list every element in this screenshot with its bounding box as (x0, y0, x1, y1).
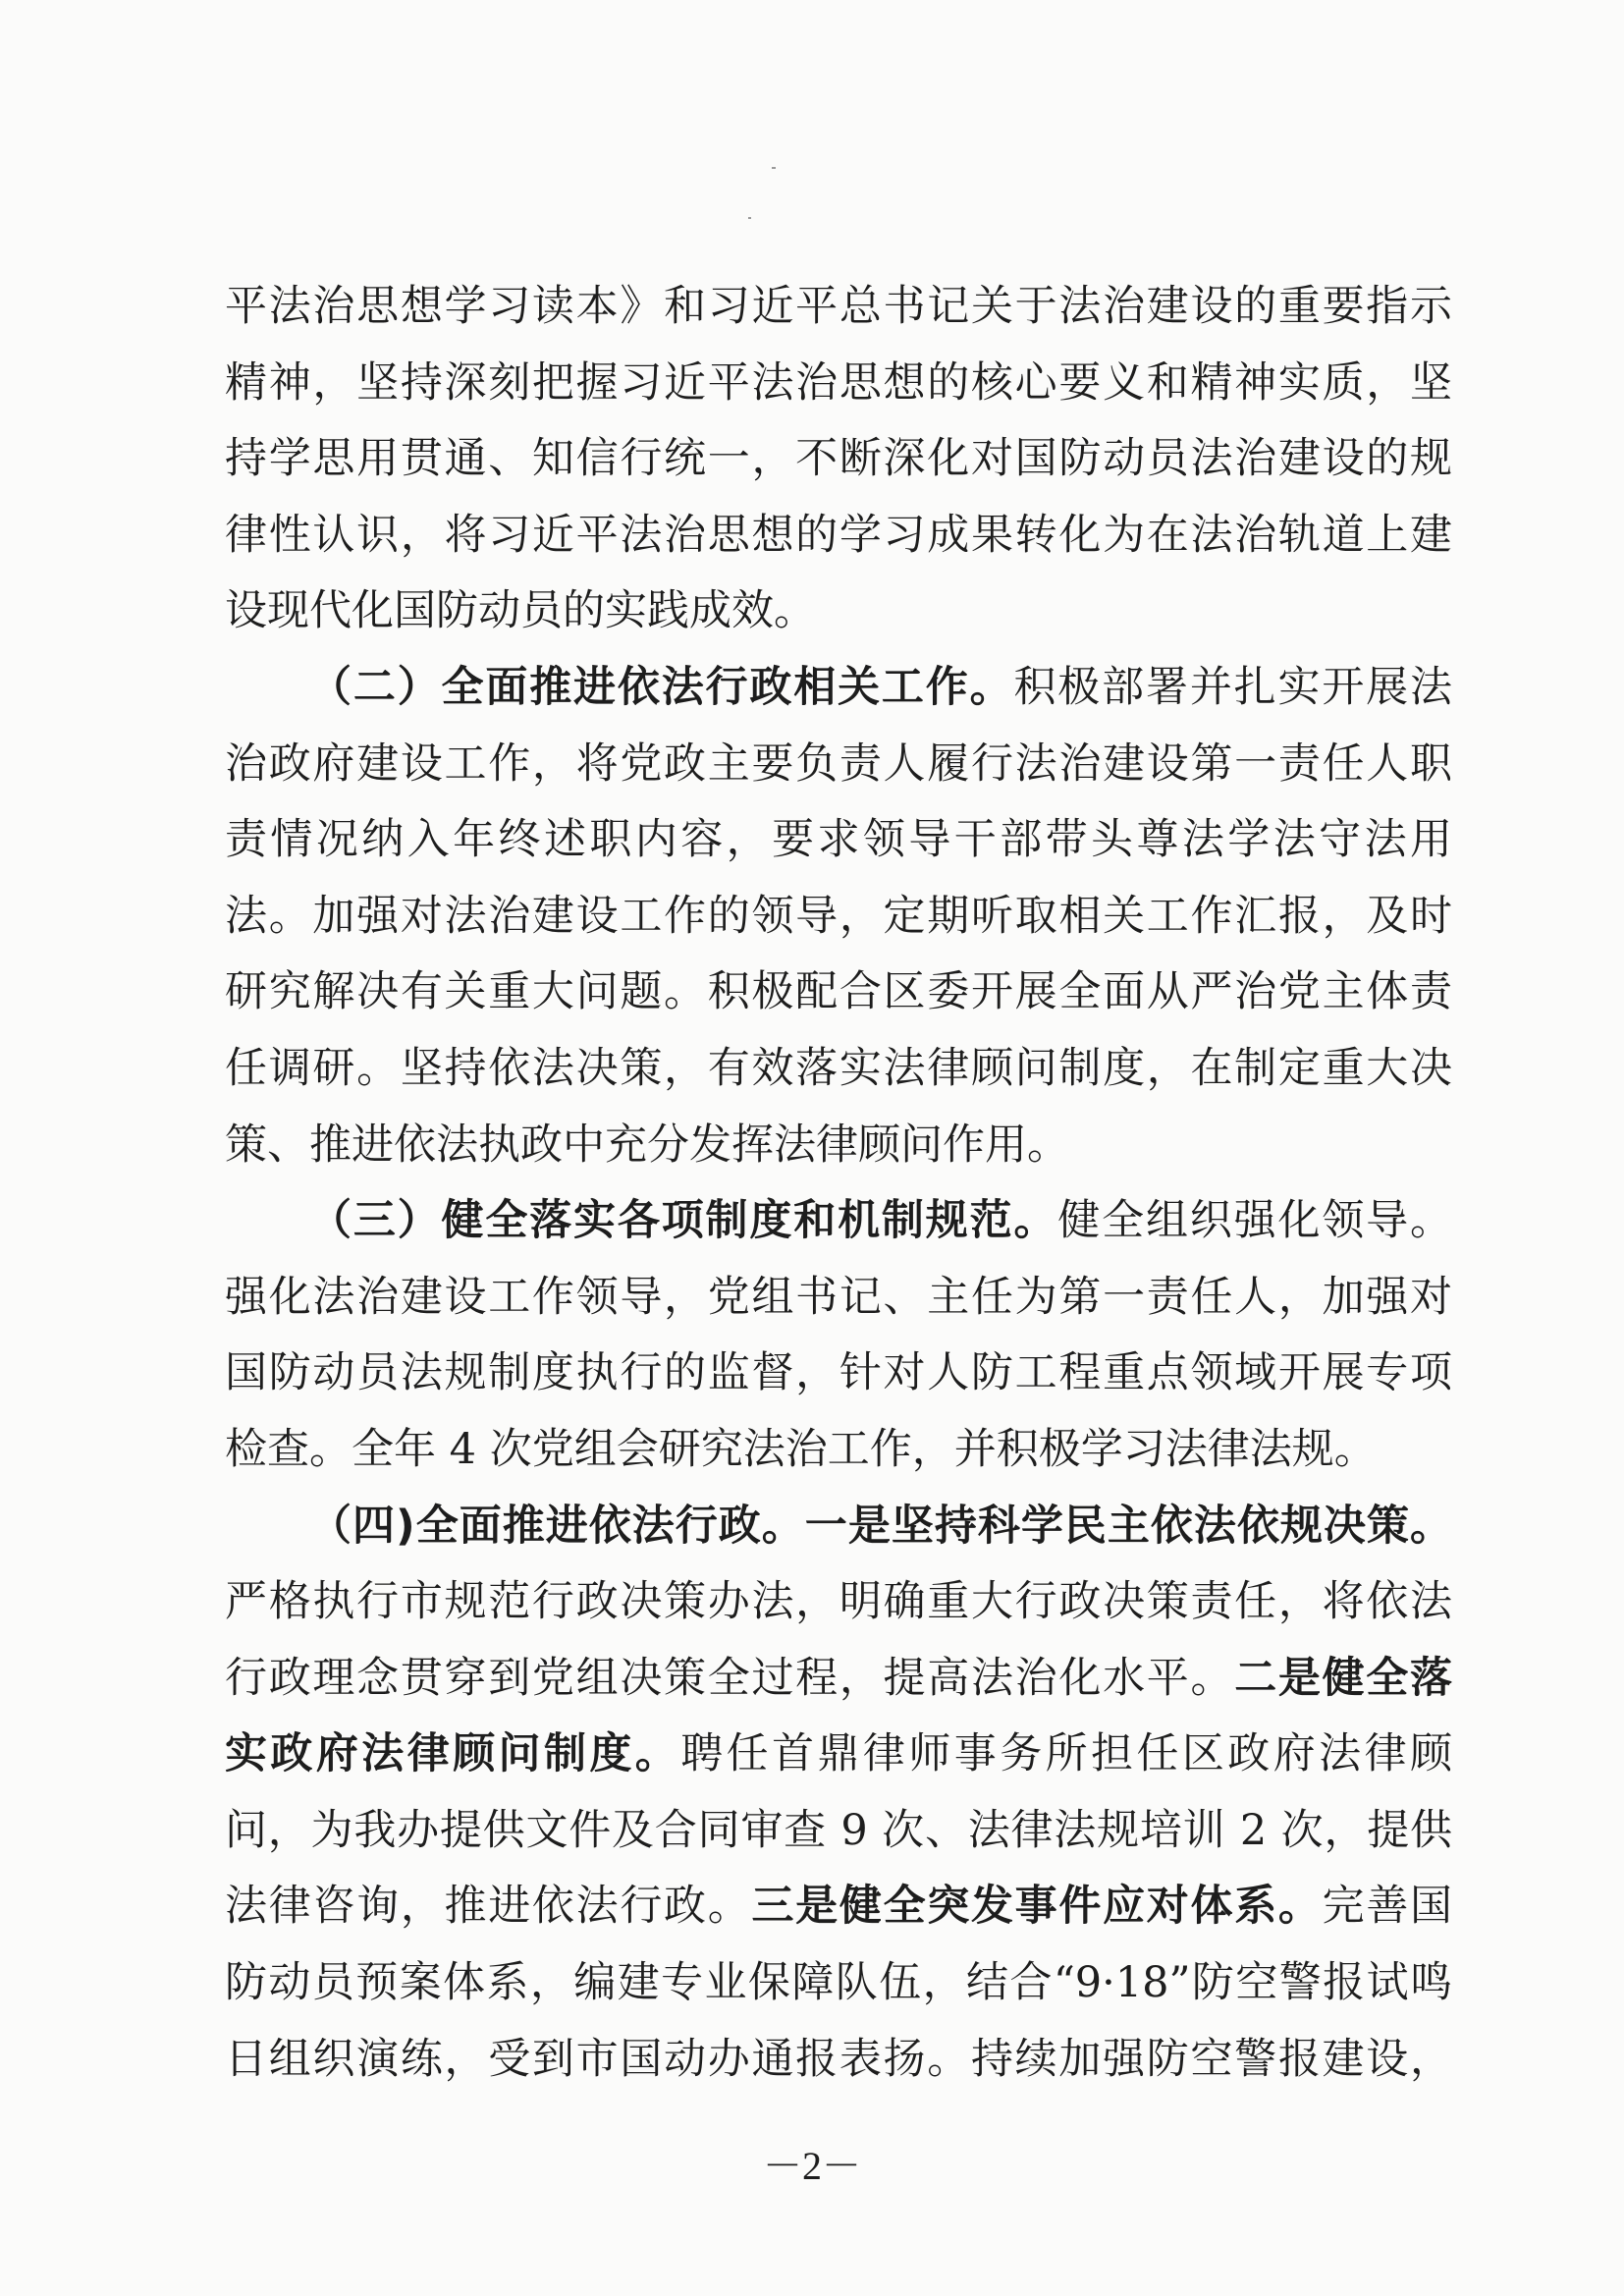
text-line (225, 421, 1452, 498)
bold-heading-text: （二）全面推进依法行政相关工作。 (309, 662, 1014, 712)
text-line (225, 1031, 1452, 1108)
body-text: 聘任首鼎律师事务所担任区政府法律顾 (680, 1729, 1453, 1779)
body-text: 持学思用贯通、知信行统一，不断深化对国防动员法治建设的规 (225, 434, 1452, 484)
body-text: 治政府建设工作，将党政主要负责人履行法治建设第一责任人职 (225, 738, 1452, 789)
body-text: 法律咨询，推进依法行政。 (225, 1882, 752, 1932)
text-line (225, 1108, 1452, 1184)
body-text: 完善国 (1322, 1882, 1453, 1932)
body-text: 法。加强对法治建设工作的领导，定期听取相关工作汇报，及时 (225, 891, 1452, 941)
body-text: 策、推进依法执政中充分发挥法律顾问作用。 (225, 1120, 1069, 1170)
text-line (225, 1869, 1452, 1945)
body-text: 强化法治建设工作领导，党组书记、主任为第一责任人，加强对 (225, 1272, 1452, 1322)
body-text: 健全组织强化领导。 (1057, 1196, 1453, 1246)
body-text: 防动员预案体系，编建专业保障队伍，结合“9·18”防空警报试鸣 (225, 1958, 1452, 2008)
page-number: －2－ (763, 2144, 861, 2188)
text-line (225, 1412, 1452, 1489)
bold-heading-text: 实政府法律顾问制度。 (225, 1729, 681, 1779)
document-body (225, 269, 1452, 2098)
text-line (225, 2022, 1452, 2099)
bold-heading-text: 三是健全突发事件应对体系。 (751, 1882, 1323, 1932)
text-line (225, 650, 1452, 727)
body-text: 精神，坚持深刻把握习近平法治思想的核心要义和精神实质，坚 (225, 357, 1452, 408)
text-line (225, 1564, 1452, 1641)
text-line (225, 346, 1452, 422)
body-text: 问，为我办提供文件及合同审查 9 次、法律法规培训 2 次，提供 (225, 1805, 1452, 1855)
bold-heading-text: （三）健全落实各项制度和机制规范。 (309, 1196, 1058, 1246)
body-text: 行政理念贯穿到党组决策全过程，提高法治化水平。 (225, 1653, 1235, 1703)
body-text: 国防动员法规制度执行的监督，针对人防工程重点领域开展专项 (225, 1348, 1452, 1398)
text-line (225, 1336, 1452, 1412)
body-text: 严格执行市规范行政决策办法，明确重大行政决策责任，将依法 (225, 1577, 1452, 1627)
text-line (225, 498, 1452, 574)
body-text: 检查。全年 4 次党组会研究法治工作，并积极学习法律法规。 (225, 1424, 1377, 1474)
text-line (225, 574, 1452, 650)
text-line (225, 1260, 1452, 1337)
text-line (225, 802, 1452, 879)
text-line (225, 1183, 1452, 1260)
text-line (225, 1489, 1452, 1565)
body-text: 任调研。坚持依法决策，有效落实法律顾问制度，在制定重大决 (225, 1043, 1452, 1093)
text-line (225, 1641, 1452, 1718)
text-line (225, 1717, 1452, 1793)
body-text: 责情况纳入年终述职内容，要求领导干部带头尊法学法守法用 (225, 815, 1452, 865)
text-line (225, 269, 1452, 346)
text-line (225, 955, 1452, 1031)
text-line (225, 727, 1452, 803)
bold-heading-text: 二是健全落 (1234, 1653, 1453, 1703)
text-line (225, 1793, 1452, 1870)
body-text: 研究解决有关重大问题。积极配合区委开展全面从严治党主体责 (225, 967, 1452, 1017)
text-line (225, 879, 1452, 956)
bold-heading-text: （四)全面推进依法行政。一是坚持科学民主依法依规决策。 (309, 1501, 1452, 1551)
text-line (225, 1945, 1452, 2022)
body-text: 律性认识，将习近平法治思想的学习成果转化为在法治轨道上建 (225, 510, 1452, 560)
scan-speck (772, 167, 776, 169)
body-text: 平法治思想学习读本》和习近平总书记关于法治建设的重要指示 (225, 282, 1452, 331)
body-text: 日组织演练，受到市国动办通报表扬。持续加强防空警报建设， (225, 2034, 1452, 2084)
scan-speck (748, 217, 751, 219)
body-text: 设现代化国防动员的实践成效。 (225, 586, 816, 636)
body-text: 积极部署并扎实开展法 (1013, 662, 1453, 712)
